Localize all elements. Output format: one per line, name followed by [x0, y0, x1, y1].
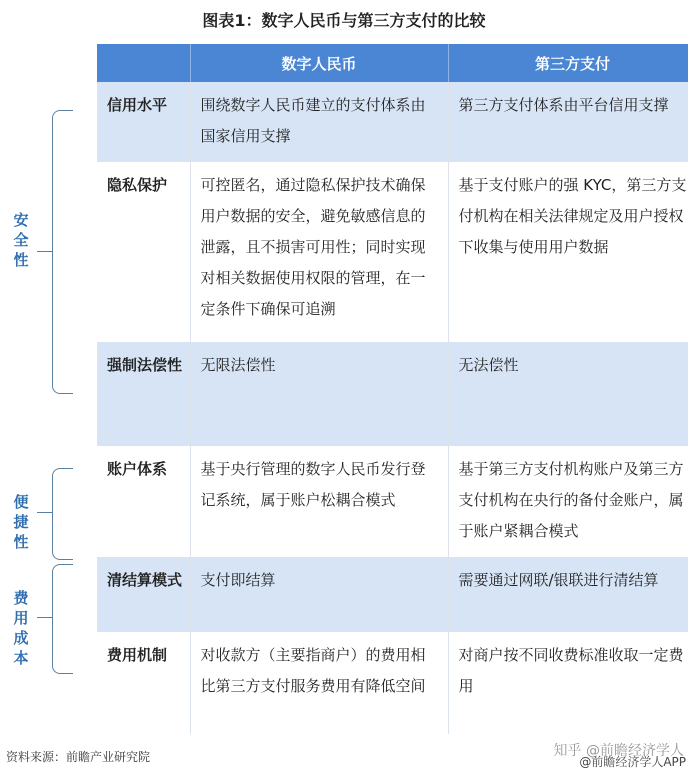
cell-third: 基于支付账户的强 KYC，第三方支付机构在相关法律规定及用户授权下收集与使用用户数据 — [448, 162, 688, 342]
cell-third: 无法偿性 — [448, 342, 688, 446]
table-row — [97, 162, 688, 342]
source-note: 资料来源：前瞻产业研究院 — [6, 750, 151, 764]
table-row — [97, 82, 688, 162]
header-third-party: 第三方支付 — [448, 44, 688, 82]
cell-third: 对商户按不同收费标准收取一定费用 — [448, 632, 688, 734]
cell-digital: 围绕数字人民币建立的支付体系由国家信用支撑 — [190, 82, 448, 162]
row-key: 强制法偿性 — [97, 342, 190, 446]
figure-title: 图表1：数字人民币与第三方支付的比较 — [202, 11, 486, 30]
cell-third: 基于第三方支付机构账户及第三方支付机构在央行的备付金账户，属于账户紧耦合模式 — [448, 446, 688, 557]
group-brace-safety — [52, 110, 73, 394]
brace-tick — [37, 617, 53, 618]
header-empty — [97, 44, 190, 82]
row-key: 账户体系 — [97, 446, 190, 557]
table-row — [97, 446, 688, 557]
table-header — [97, 44, 688, 82]
cell-digital: 基于央行管理的数字人民币发行登记系统，属于账户松耦合模式 — [190, 446, 448, 557]
brace-tick — [37, 251, 53, 252]
zhihu-watermark: 知乎 @前瞻经济学人 — [553, 743, 684, 759]
table-row — [97, 632, 688, 734]
group-brace-cost — [52, 564, 73, 674]
cell-third: 需要通过网联/银联进行清结算 — [448, 557, 688, 632]
group-label-cost: 费用成本 — [13, 589, 29, 667]
cell-digital: 可控匿名，通过隐私保护技术确保用户数据的安全，避免敏感信息的泄露，且不损害可用性；同时实现对相关数据使用权限的管理，在一定条件下确保可追溯 — [190, 162, 448, 342]
cell-third: 第三方支付体系由平台信用支撑 — [448, 82, 688, 162]
row-key: 清结算模式 — [97, 557, 190, 632]
header-digital-rmb: 数字人民币 — [190, 44, 448, 82]
cell-digital: 对收款方（主要指商户）的费用相比第三方支付服务费用有降低空间 — [190, 632, 448, 734]
comparison-table — [97, 44, 688, 734]
credit-text: @前瞻经济学人APP — [579, 755, 686, 769]
row-key: 信用水平 — [97, 82, 190, 162]
table-row — [97, 342, 688, 446]
table-row — [97, 557, 688, 632]
row-key: 费用机制 — [97, 632, 190, 734]
cell-digital: 支付即结算 — [190, 557, 448, 632]
group-label-safety: 安全性 — [13, 211, 29, 269]
brace-tick — [37, 512, 53, 513]
group-brace-convenience — [52, 468, 73, 560]
cell-digital: 无限法偿性 — [190, 342, 448, 446]
group-label-convenience: 便捷性 — [13, 493, 29, 551]
row-key: 隐私保护 — [97, 162, 190, 342]
